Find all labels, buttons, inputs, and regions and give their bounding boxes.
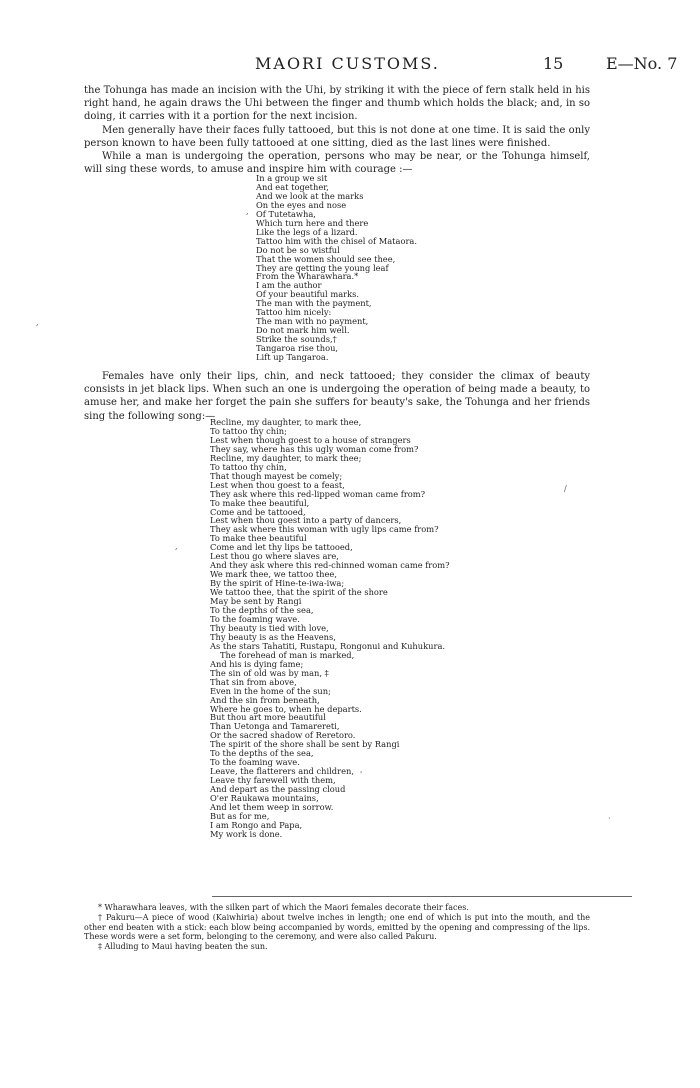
verse-line: Strike the sounds,†	[256, 334, 337, 345]
paragraph-female-tattoo: Females have only their lips, chin, and neck tattooed; they consider the climax of beauty consists in jet black lips. When such an one is undergoing the operation of being made a beauty, to amuse her, and make her forget the pain she suffers for beauty's sake, the Tohunga and her friends sing the following song:—	[84, 371, 590, 422]
verse-line: To make thee beautiful	[210, 533, 307, 544]
verse-line: And let them weep in sorrow.	[210, 801, 334, 812]
verse-line: To tattoo thy chin;	[210, 425, 287, 436]
page-number: 15	[543, 54, 564, 73]
verse-line: Recline, my daughter, to mark thee,	[210, 417, 362, 427]
verse-line: Than Uetonga and Tamarereti,	[210, 721, 340, 732]
stray-mark: ,	[175, 542, 178, 551]
verse-line: I am the author	[256, 280, 322, 291]
verse-line: And depart as the passing cloud	[210, 784, 346, 795]
verse-line: Or the sacred shadow of Reretoro.	[210, 730, 356, 741]
verse-line: Lift up Tangaroa.	[256, 352, 329, 363]
verse-line: They are getting the young leaf	[256, 262, 389, 273]
verse-line: We mark thee, we tattoo thee,	[210, 569, 337, 580]
verse-line: But thou art more beautiful	[210, 712, 326, 723]
verse-line: Do not mark him well.	[256, 325, 350, 336]
document-reference: E—No. 7	[606, 54, 678, 73]
verse-line: And eat together,	[256, 181, 329, 192]
verse-line: To tattoo thy chin,	[210, 461, 287, 472]
verse-line: The man with no payment,	[256, 316, 369, 327]
verse-line: We tattoo thee, that the spirit of the shore	[210, 587, 388, 598]
verse-line: They ask where this red-lipped woman came from?	[210, 488, 426, 499]
verse-line: That the women should see thee,	[256, 253, 396, 264]
verse-line: Lest when thou goest into a party of dancers,	[210, 515, 402, 526]
verse-line: My work is done.	[210, 828, 283, 839]
verse-line: Of Tutetawha,	[256, 208, 316, 219]
verse-line: Thy beauty is tied with love,	[210, 622, 329, 633]
verse-line: To the depths of the sea,	[210, 748, 314, 759]
stray-mark: ,	[36, 318, 39, 327]
verse-line: The spirit of the shore shall be sent by Rangi	[210, 739, 400, 750]
footnote-divider	[212, 896, 632, 897]
verse-line: Like the legs of a lizard.	[256, 226, 358, 237]
verse-line: Lest thou go where slaves are,	[210, 551, 339, 562]
verse-line: Even in the home of the sun;	[210, 685, 331, 696]
verse-line: To make thee beautiful,	[210, 497, 310, 508]
verse-line: To the depths of the sea,	[210, 605, 314, 616]
footnote-wharawhara: * Wharawhara leaves, with the silken part of which the Maori females decorate their faces.	[98, 903, 469, 912]
verse-line: The man with the payment,	[256, 298, 372, 309]
verse-line: O'er Raukawa mountains,	[210, 793, 319, 804]
verse-line: The forehead of man is marked,	[220, 649, 355, 660]
verse-line: Come and be tattooed,	[210, 506, 306, 517]
chant-verse-women	[210, 418, 450, 839]
verse-line: The sin of old was by man, ‡	[210, 667, 329, 678]
paragraph-men-tattoo: Men generally have their faces fully tattooed, but this is not done at one time. It is said the only person known to have been fully tattooed at one sitting, died as the last lines were finished.	[84, 124, 590, 149]
stray-mark: /	[564, 484, 567, 493]
verse-line: To the foaming wave.	[210, 613, 300, 624]
verse-line: Recline, my daughter, to mark thee;	[210, 452, 362, 463]
stray-mark: '	[360, 770, 363, 779]
verse-line: They say, where has this ugly woman come from?	[210, 443, 419, 454]
verse-line: And his is dying fame;	[210, 658, 304, 669]
paragraph-chant-intro: While a man is undergoing the operation, persons who may be near, or the Tohunga himself, will sing these words, to amuse and inspire him with courage :—	[84, 151, 590, 176]
footnote-pakuru: † Pakuru—A piece of wood (Kaiwhiria) about twelve inches in length; one end of which is put into the mouth, and the other end beaten with a stick: each blow being accompanied by words, emitted by the opening and compressing of the lips. These words were a set form, belonging to the ceremony, and were also called Pakuru.	[84, 912, 590, 942]
intro-section	[84, 84, 590, 176]
middle-section	[84, 370, 590, 423]
verse-line: They ask where this woman with ugly lips came from?	[210, 524, 439, 535]
footnote-maui: ‡ Alluding to Maui having beaten the sun.	[98, 942, 268, 952]
verse-line: Come and let thy lips be tattooed,	[210, 542, 353, 553]
verse-line: Thy beauty is as the Heavens,	[210, 631, 336, 642]
page-header-title: MAORI CUSTOMS.	[255, 54, 440, 73]
verse-line: By the spirit of Hine-te-iwa-iwa;	[210, 578, 345, 589]
chant-verse-men	[256, 174, 417, 362]
verse-line: Lest when though goest to a house of strangers	[210, 434, 411, 445]
verse-line: On the eyes and nose	[256, 199, 347, 210]
verse-line: And we look at the marks	[256, 190, 364, 201]
verse-line: In a group we sit	[256, 173, 328, 183]
verse-line: As the stars Tahatiti, Rustapu, Rongonui and Kuhukura.	[210, 640, 446, 651]
verse-line: And they ask where this red-chinned woman came from?	[210, 560, 450, 571]
running-header	[0, 54, 700, 74]
verse-line: Tangaroa rise thou,	[256, 343, 339, 354]
paragraph-continuation: the Tohunga has made an incision with the Uhi, by striking it with the piece of fern stalk held in his right hand, he again draws the Uhi between the finger and thumb which holds the black; and, in so doing, it carries with it a portion for the next incision.	[84, 85, 590, 123]
verse-line: I am Rongo and Papa,	[210, 819, 303, 830]
verse-line: From the Wharawhara.*	[256, 271, 359, 282]
verse-line: That sin from above,	[210, 676, 297, 687]
verse-line: May be sent by Rangi	[210, 596, 302, 607]
verse-line: That though mayest be comely;	[210, 470, 343, 481]
verse-line: Do not be so wistful	[256, 244, 340, 255]
verse-line: Leave, the flatterers and children,	[210, 766, 354, 777]
verse-line: Leave thy farewell with them,	[210, 775, 336, 786]
verse-line: To the foaming wave.	[210, 757, 300, 768]
footnotes	[84, 903, 590, 952]
verse-line: And the sin from beneath,	[210, 694, 320, 705]
verse-line: Lest when thou goest to a feast,	[210, 479, 345, 490]
verse-line: But as for me,	[210, 810, 270, 821]
verse-line: Tattoo him with the chisel of Mataora.	[256, 235, 418, 246]
verse-line: Of your beautiful marks.	[256, 289, 360, 300]
verse-line: Where he goes to, when he departs.	[210, 703, 362, 714]
stray-mark: ,	[246, 207, 249, 216]
verse-line: Which turn here and there	[256, 217, 369, 228]
verse-line: Tattoo him nicely:	[256, 307, 332, 318]
stray-mark: ·	[608, 814, 611, 823]
